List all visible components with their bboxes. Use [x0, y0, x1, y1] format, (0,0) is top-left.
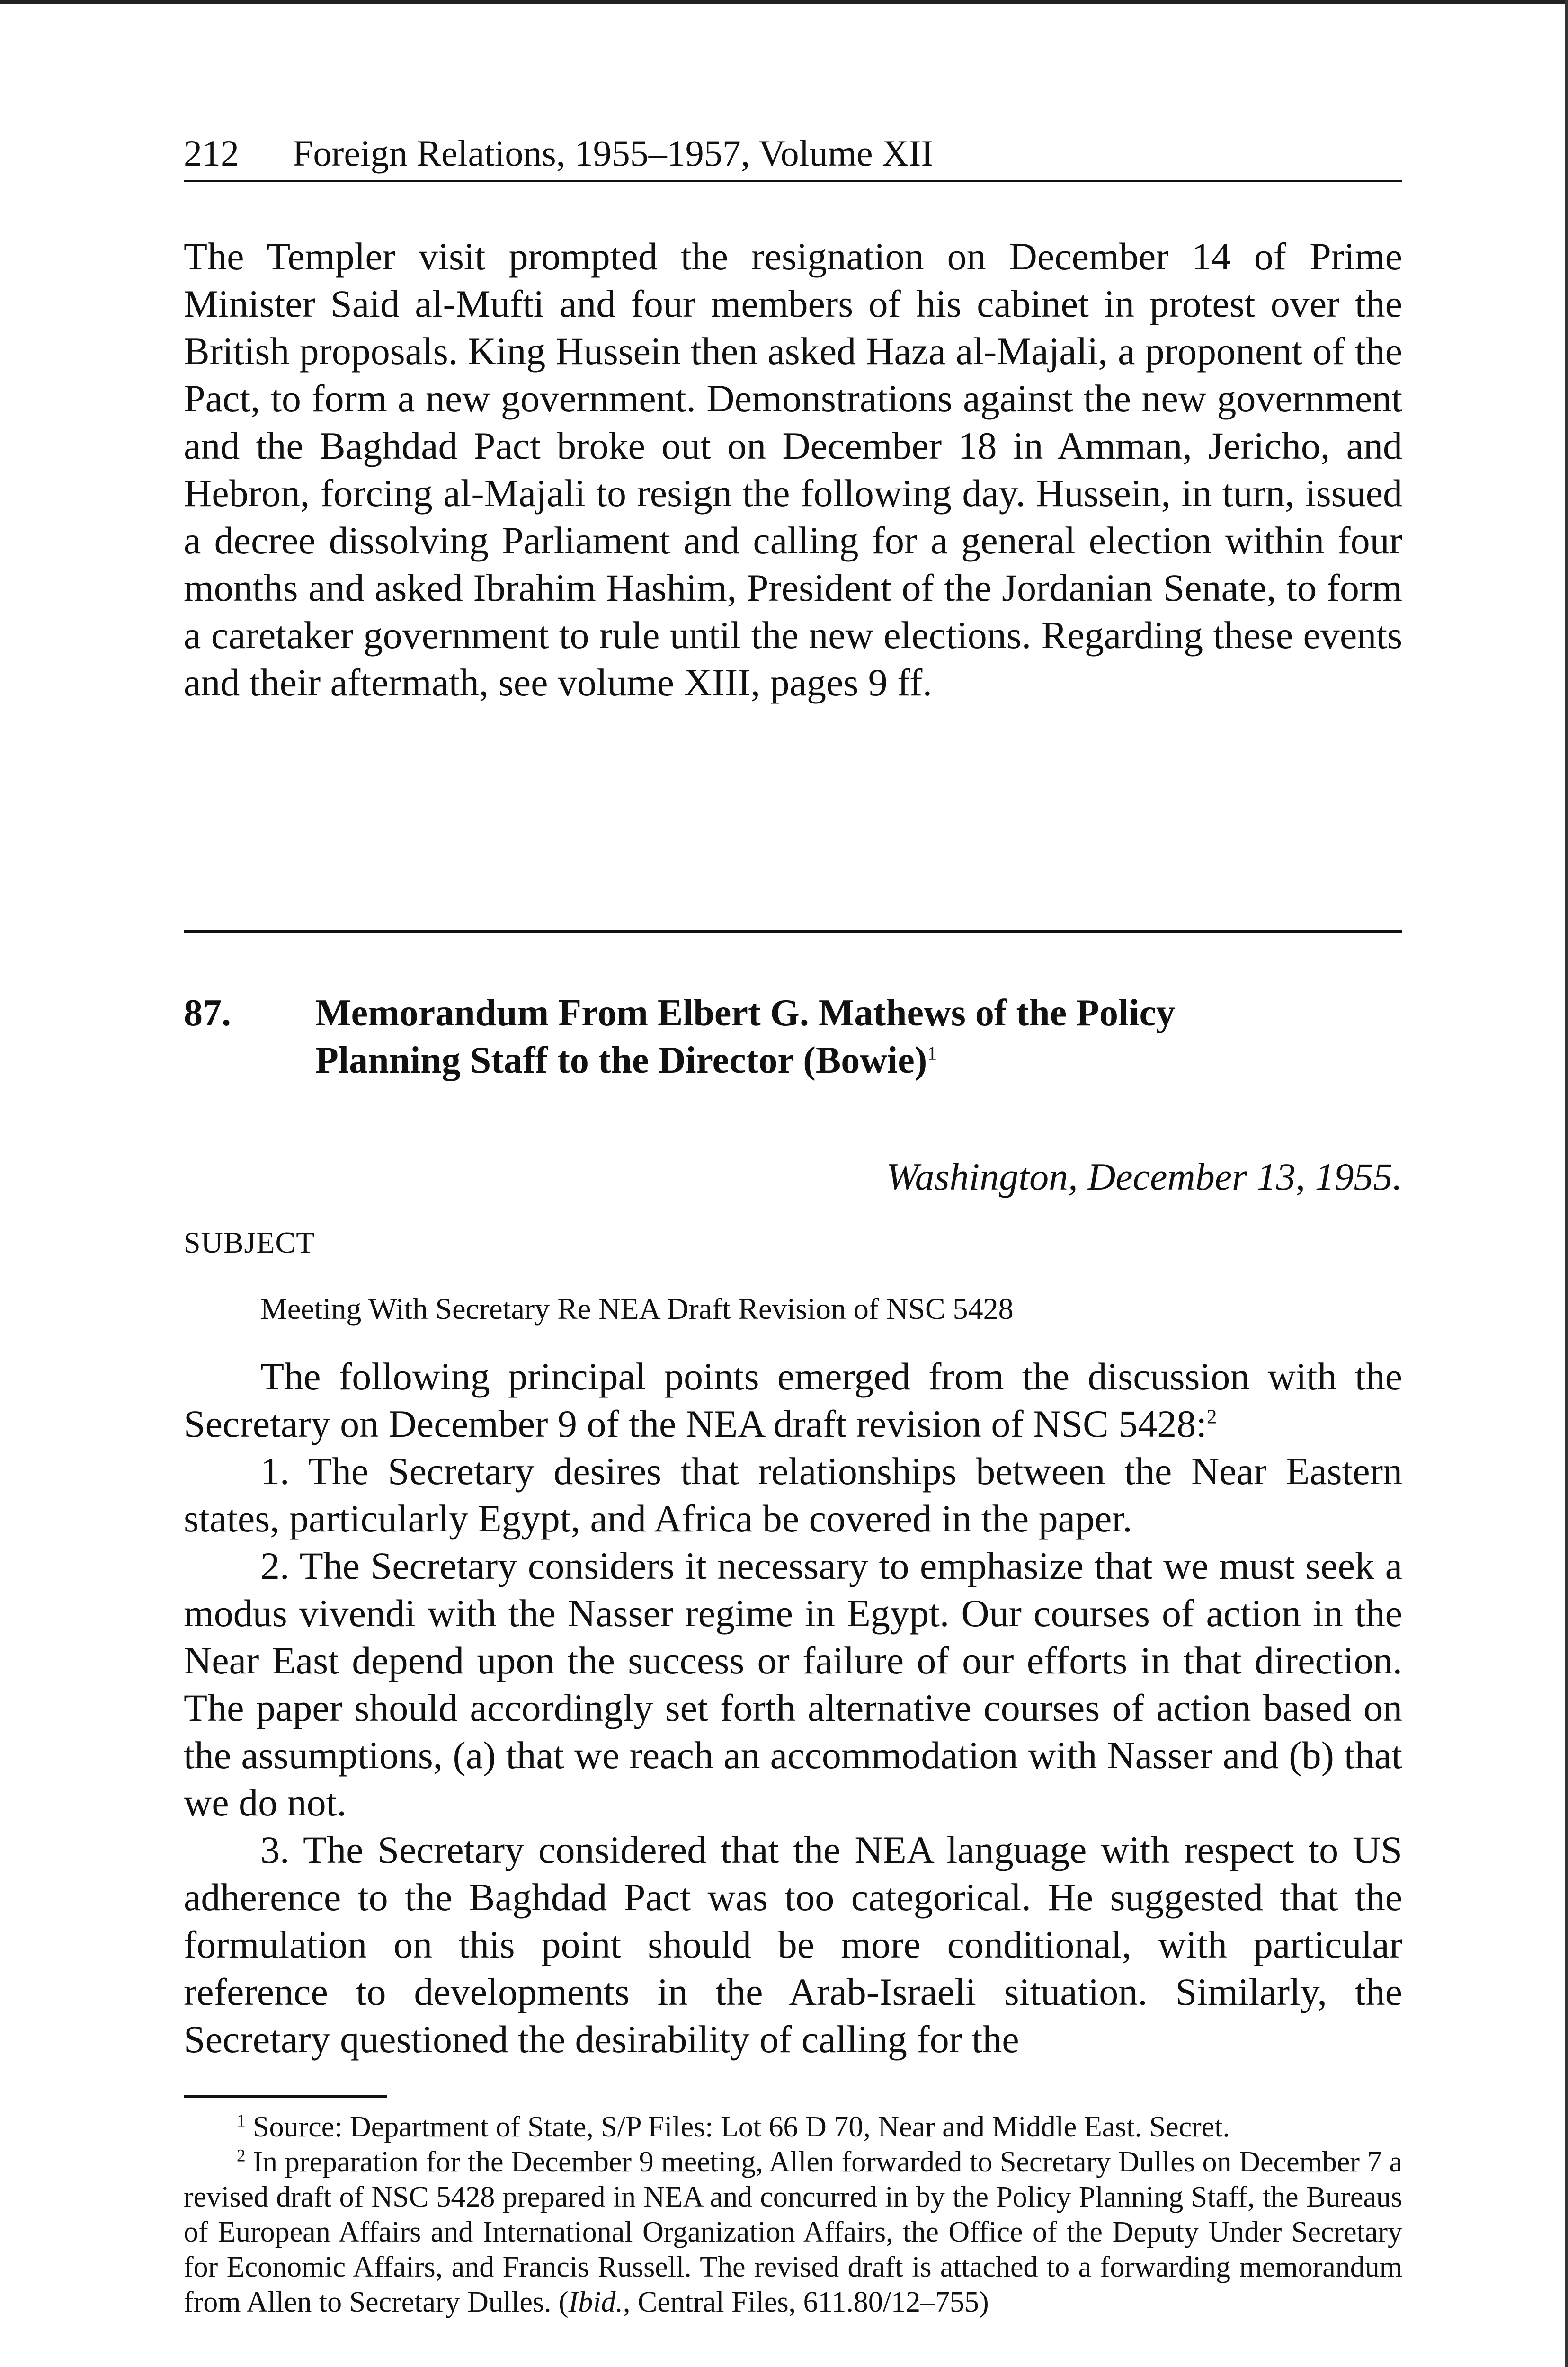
document-title-line-2-text: Planning Staff to the Director (Bowie)	[315, 1040, 927, 1081]
document-title-line-2	[315, 1037, 1402, 1084]
scan-top-border	[0, 0, 1568, 4]
subject-text: Meeting With Secretary Re NEA Draft Revision of NSC 5428	[260, 1292, 1014, 1326]
footnote-2-text: In preparation for the December 9 meeting, Allen forwarded to Secretary Dulles on December 7 a revised draft of NSC 5428 prepared in NEA and concurred in by the Policy Planning Staff, the Bureaus of European Affairs and International Organization Affairs, the Office of the Deputy Under Secretary for Economic Affairs, and Francis Russell. The revised draft is attached to a forwarding memorandum from Allen to Secretary Dulles. (	[184, 2146, 1402, 2318]
footnote-2-marker: 2	[237, 2146, 246, 2166]
subject-label: SUBJECT	[184, 1226, 315, 1259]
document-title	[315, 989, 1402, 1084]
memo-body	[184, 1353, 1402, 2063]
document-title-line-1: Memorandum From Elbert G. Mathews of the Policy	[315, 992, 1175, 1034]
memo-paragraph-intro-text: The following principal points emerged from the discussion with the Secretary on December 9 of the NEA draft revision of NSC 5428:	[184, 1355, 1402, 1445]
intro-paragraph: The Templer visit prompted the resignation on December 14 of Prime Minister Said al-Mufti and four members of his cabinet in protest over the British proposals. King Hussein then asked Haza al-Majali, a proponent of the Pact, to form a new government. Demonstrations against the new government and the Baghdad Pact broke out on December 18 in Amman, Jericho, and Hebron, forcing al-Majali to resign the following day. Hussein, in turn, issued a decree dissolving Parliament and calling for a general election within four months and asked Ibrahim Hashim, President of the Jordanian Senate, to form a caretaker government to rule until the new elections. Regarding these events and their aftermath, see volume XIII, pages 9 ff.	[184, 235, 1402, 704]
footnote-divider	[184, 2095, 387, 2098]
footnote-ref-1: 1	[927, 1042, 937, 1064]
memo-paragraph-intro	[184, 1353, 1402, 1448]
volume-title: Foreign Relations, 1955–1957, Volume XII	[293, 133, 934, 174]
running-head	[184, 127, 1402, 182]
footnotes	[184, 2109, 1402, 2320]
section-divider	[184, 930, 1402, 933]
document-number: 87.	[184, 992, 231, 1034]
footnote-1-marker: 1	[237, 2111, 246, 2131]
footnote-2	[184, 2145, 1402, 2320]
memo-point-1: 1. The Secretary desires that relationships between the Near Eastern states, particularly Egypt, and Africa be covered in the paper.	[184, 1450, 1402, 1540]
footnote-2-ibid: Ibid.	[568, 2286, 624, 2318]
page-number: 212	[184, 133, 239, 174]
dateline: Washington, December 13, 1955.	[886, 1155, 1402, 1198]
footnote-2-citation: , Central Files, 611.80/12–755)	[623, 2286, 989, 2318]
footnote-1	[184, 2109, 1402, 2145]
footnote-1-text: Source: Department of State, S/P Files: Lot 66 D 70, Near and Middle East. Secret.	[253, 2111, 1230, 2143]
memo-point-2: 2. The Secretary considers it necessary to emphasize that we must seek a modus vivendi with the Nasser regime in Egypt. Our courses of action in the Near East depend upon the success or failure of our efforts in that direction. The paper should accordingly set forth alternative courses of action based on the assumptions, (a) that we reach an accommodation with Nasser and (b) that we do not.	[184, 1544, 1402, 1824]
footnote-ref-2: 2	[1207, 1406, 1217, 1428]
memo-point-3: 3. The Secretary considered that the NEA language with respect to US adherence to the Baghdad Pact was too categorical. He suggested that the formulation on this point should be more conditional, with particular reference to developments in the Arab-Israeli situation. Similarly, the Secretary questioned the desirability of calling for the	[184, 1828, 1402, 2061]
scan-right-border	[1565, 0, 1568, 2367]
